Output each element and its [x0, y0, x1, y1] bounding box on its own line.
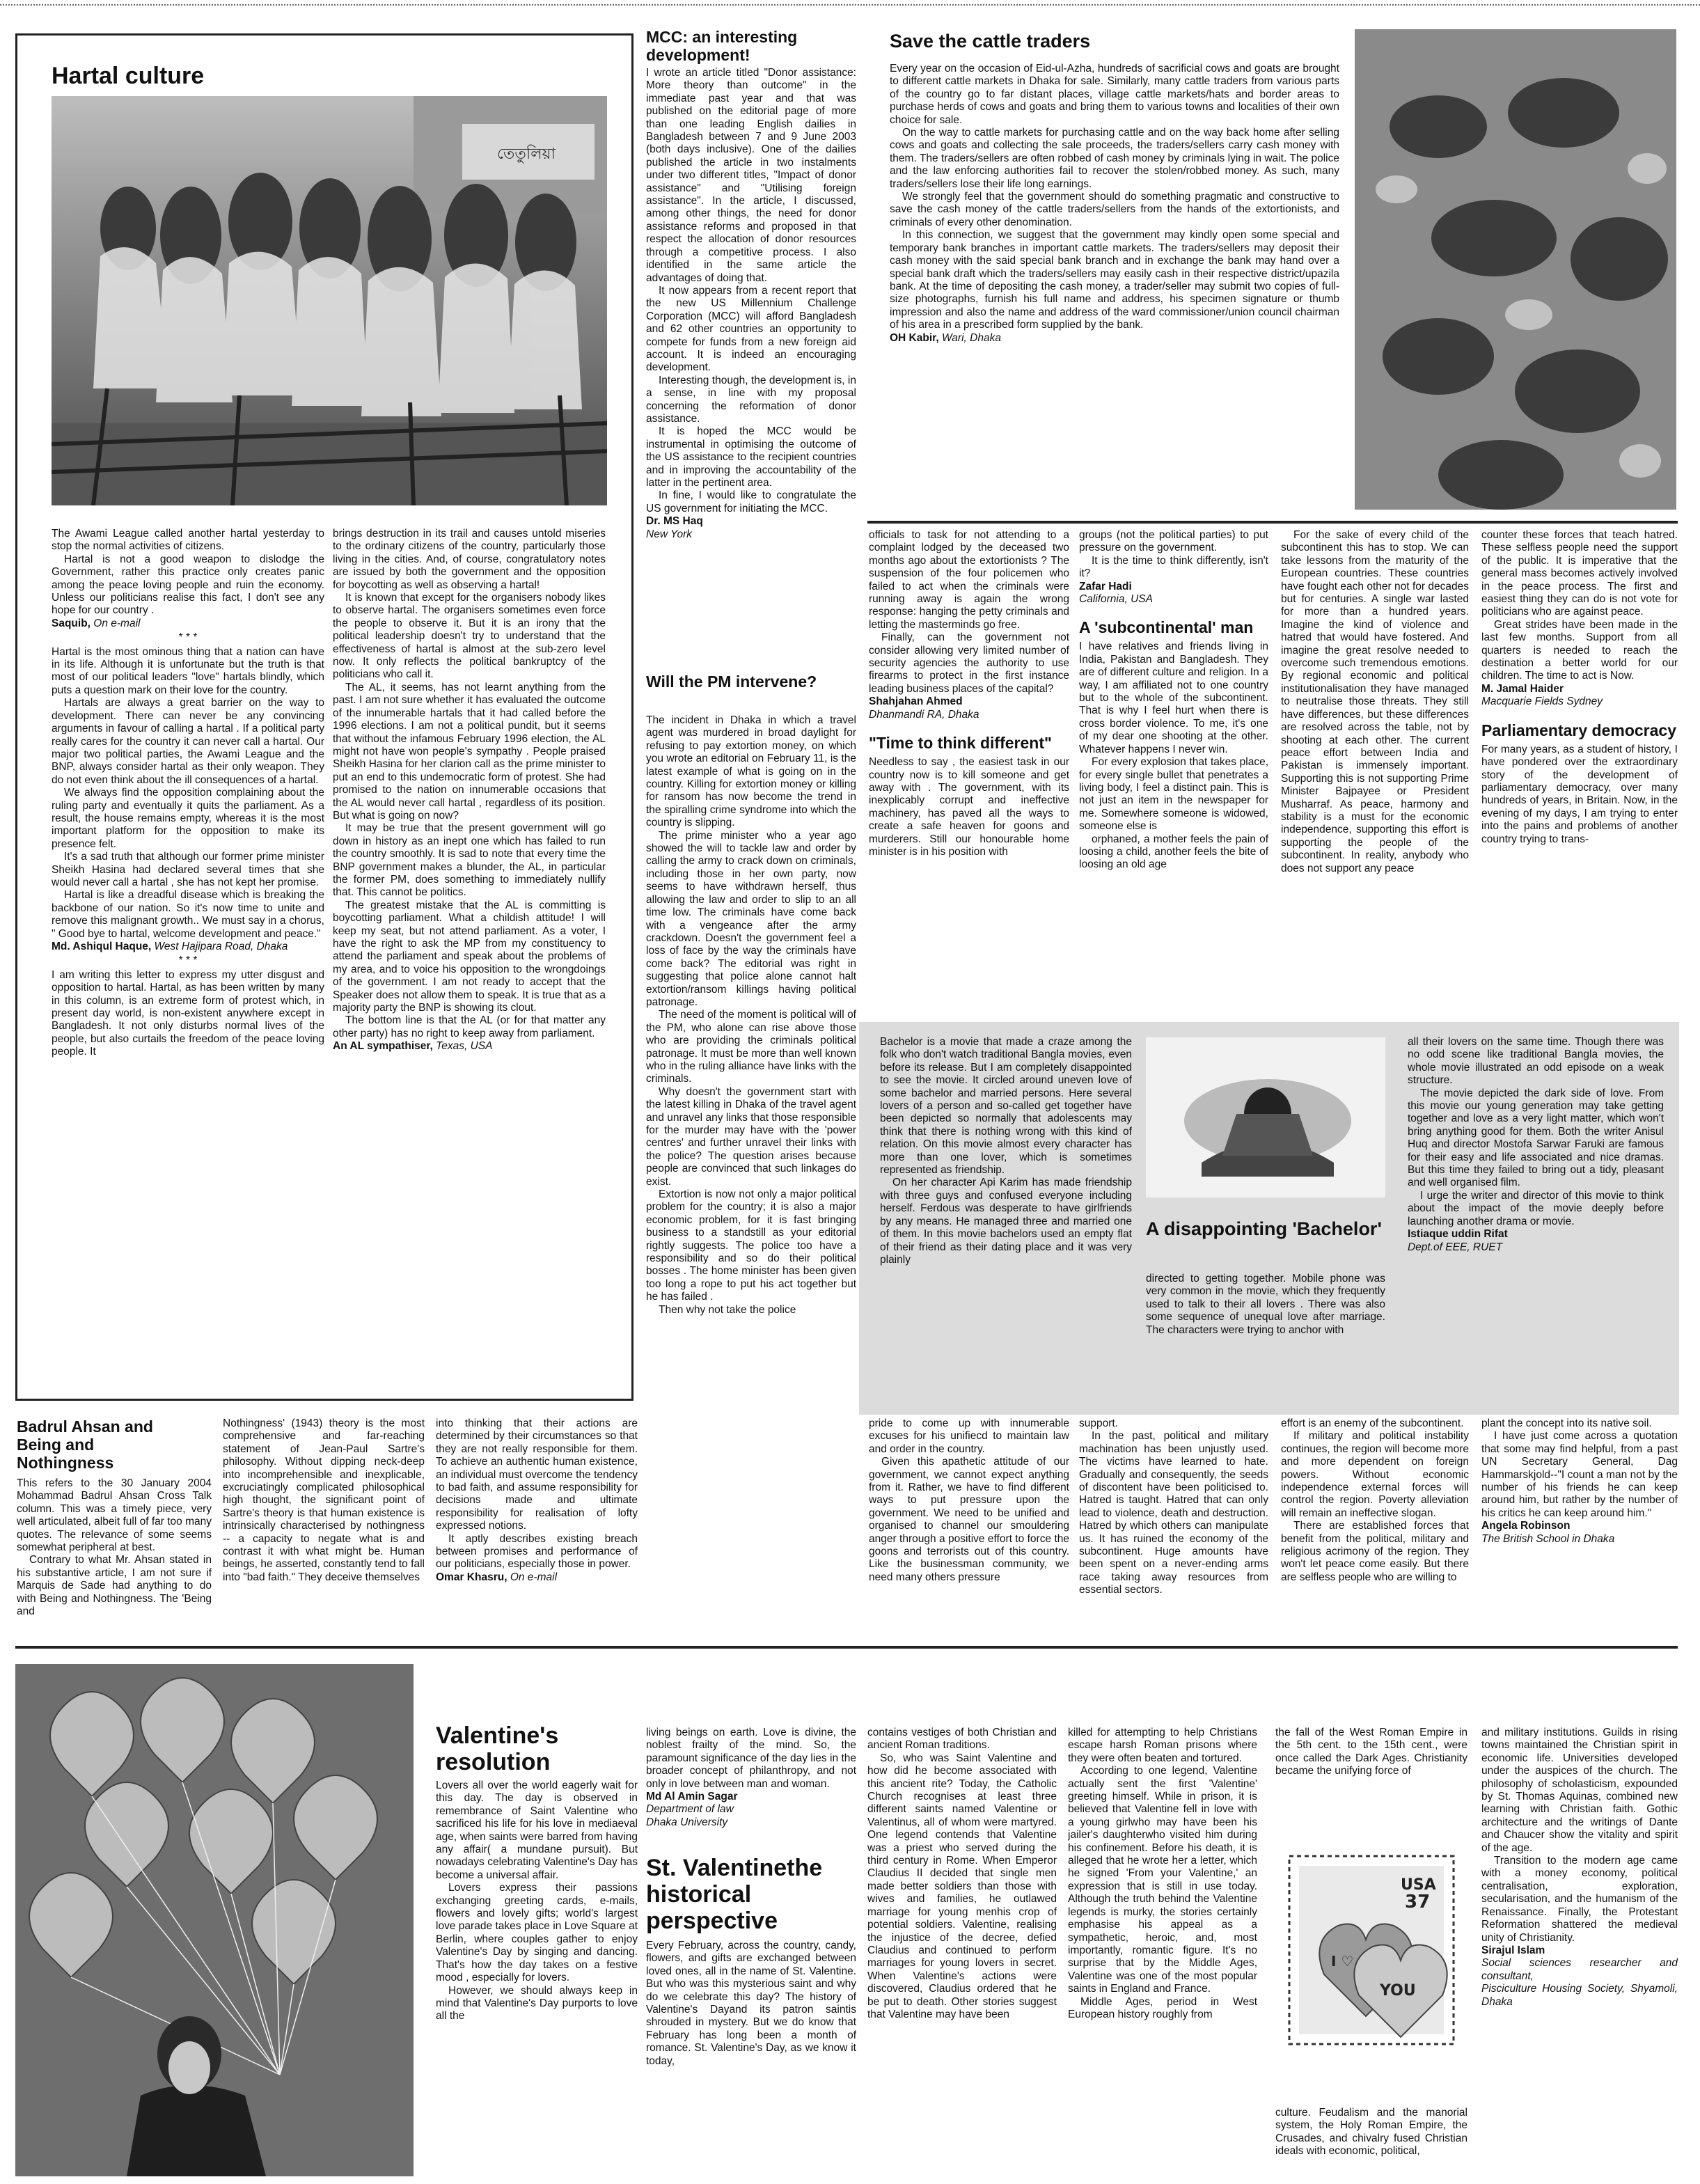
badrul-para: Nothingness' (1943) theory is the most comprehensive and far-reaching statement of Jean-Paul Sartre's philosophy. Without dipping neck-deep into incomprehensible and inexplicable, excruciatingly complicated philosophical high thought, the significant point of Sartre's theory is that human existence is intrinsically characterised by nothingness -- a capacity to negate what is and contrast it with what might be. Human beings, he asserted, constantly tend to fall into "bad faith." They deceive themselves: [223, 1417, 425, 1583]
stv-para: the fall of the West Roman Empire in the 5th cent. to the 15th cent., were once called the Dark Ages. Christianity became the unifying force of: [1275, 1727, 1467, 1777]
parliamentary-title: Parliamentary democracy: [1481, 721, 1676, 739]
valentine-signature-place: Dhaka University: [646, 1816, 728, 1828]
time-to-think-title: "Time to think different": [869, 734, 1052, 753]
bachelor-para: On her character Api Karim has made friendship with three guys and confused everyone including herself. Ferdous was desperate to have girlfriends by any means. He managed three and married one of them. In this movie bachelors used an empty flat of their friend as their dating place and it was very plainly: [880, 1177, 1132, 1266]
hartal-para: Hartal is the most ominous thing that a nation can have in its life. Although it is unfortunate but the truth is that most of our political leaders "love" hartals blindly, which puts a question mark on their love for the country.: [52, 645, 324, 696]
hartal-signature-2: Md. Ashiqul Haque, West Hajipara Road, Dhaka: [52, 941, 288, 952]
badrul-signature: Omar Khasru, On e-mail: [436, 1571, 558, 1583]
subcont-para: counter these forces that teach hatred. These selfless people need the support of the public. It is imperative that the general mass becomes actively involved in the peace process. The first and easiest thing they can do is not vote for politicians who are against peace.: [1481, 529, 1678, 618]
valentine-signature-place: Department of law: [646, 1803, 734, 1816]
hartal-para: The Awami League called another hartal yesterday to stop the normal activities of citizens.: [52, 528, 324, 553]
pm-body: [646, 714, 856, 1640]
hartal-para: It may be true that the present government will go down in history as an inept one which has failed to run the country smoothly. It is sad to note that every time the BNP government makes a blunder, the AL, in particular the former PM, does something to immediately nullify that. This cannot be politics.: [333, 822, 606, 899]
stv-col5: [1481, 1727, 1678, 2176]
cattle-signature: OH Kabir, Wari, Dhaka: [890, 331, 1001, 344]
cattle-para: On the way to cattle markets for purchasing cattle and on the way back home after selling cows and goats and collecting the sale proceeds, the traders/sellers carry cash money with them. The traders/sellers are often robbed of cash money by criminals lying in wait. The police and the law enforcing authorities fail to recover the stolen/robbed money. As such, many traders/sellers lose their life long earnings.: [890, 127, 1339, 190]
pm-para: Extortion is now not only a major political problem for the country; it is also a major economic problem, for it is fast bringing business to a standstill as your editorial rightly suggests. The police too have a responsibility and so do their political bosses . The home minister has been given too long a rope to put his act together but he has failed .: [646, 1188, 856, 1303]
hartal-photo-sign: তেতুলিয়া: [497, 146, 556, 163]
valentine-para: Lovers express their passions exchanging greeting cards, e-mails, flowers and lovely gifts; world's largest love parade takes place in Love Square at Berlin, where couples gather to enjoy Valentine's Day by singing and dancing. That's how the day takes on a festive mood , especially for lovers.: [436, 1882, 638, 1984]
hartal-col1: [52, 528, 324, 1391]
cattle-para: In this connection, we suggest that the government may kindly open some special and temporary bank branches in important cattle markets. The traders/sellers may deposit their cash money with the said special bank branch and in exchange the bank may hand over a special bank draft which the traders/sellers may easily cash in their respective district/upazila bank. At the time of depositing the cash money, a trader/seller may submit two copies of full-size photographs, furnish his full name and address, his specimen signature or thumb impression and also the name and address of the ward commissioner/union council chairman of his area in a prescribed form supplied by the bank.: [890, 229, 1339, 331]
police-cont-para: officials to task for not attending to a complaint lodged by the deceased two months ago about the extortionists ? The suspension of the four policemen who failed to act when the criminals were running away is again the wrong response: hanging the petty criminals and letting the masterminds go free.: [869, 529, 1069, 631]
badrul-para: Contrary to what Mr. Ahsan stated in his substantive article, I am not sure if Marquis de Sade had anything to do with Being and Nothingness. The 'Being and: [17, 1554, 212, 1618]
separator-stars: * * *: [178, 631, 198, 644]
police-end-col: [869, 1417, 1069, 1634]
stv-col2: [867, 1727, 1057, 2176]
stv-col1: [646, 1940, 856, 2176]
mcc-signature-place: New York: [646, 528, 693, 540]
stv-col4a: [1275, 1727, 1467, 1803]
pm-para: The need of the moment is political will of the PM, who alone can rise above those who are providing the criminals political patronage. It must be more than well known who in the ruling alliance have links with the criminals.: [646, 1009, 856, 1085]
mcc-signature: Dr. MS Haq: [646, 515, 703, 528]
stv-signature-place: Social sciences researcher and consultant,: [1481, 1957, 1678, 1982]
valentine-resolution-title: Valentine's resolution: [436, 1722, 559, 1775]
stv-col4b: [1275, 2107, 1467, 2176]
subcont-end-col1: [1079, 1417, 1268, 1634]
pm-para: Then why not take the police: [659, 1303, 796, 1316]
hartal-para: Hartal is not a good weapon to dislodge the Government, rather this practice only creates panic among the peace loving people and ruin the economy. Unless our politicians realise this fact, I don't see any hope for our country .: [52, 553, 324, 617]
parl-end-para: plant the concept into its native soil.: [1481, 1417, 1652, 1429]
stv-para: Every February, across the country, candy, flowers, and gifts are exchanged between loved ones, all in the name of St. Valentine. But who was this mysterious saint and why do we celebrate this day? The history of Valentine's Dayand its patron saintis shrouded in mystery. But we do know that February has long been a month of romance. St. Valentine's Day, as we know it today,: [646, 1940, 856, 2067]
valentine-signature: Md Al Amin Sagar: [646, 1791, 738, 1803]
stamp-value: 37: [1405, 1892, 1431, 1912]
parl-para: For many years, as a student of history, I have pondered over the extraordinary story of the development of parliamentary democracy, over many hundreds of years, in Britain. Now, in the evening of my days, I am trying to enter into the pains and problems of another country trying to trans-: [1481, 743, 1678, 845]
stv-para: Transition to the modern age came with a money economy, political centralisation, exploration, secularisation, and the humanism of the Renaissance. Finally, the Protestant Reformation shattered the medieval unity of Christianity.: [1481, 1855, 1678, 1944]
mcc-title: MCC: an interesting development!: [646, 28, 798, 64]
police-cont-para: Finally, can the government not consider allowing very limited number of security agencies the authority to use firearms to protect in the first instance leading business places of the capital?: [869, 631, 1069, 695]
bachelor-photo: [1146, 1037, 1385, 1197]
pm-para: Why doesn't the government start with the latest killing in Dhaka of the travel agent and unravel any links that those responsible for the murder may have with the 'power centres' and further unravel their links with the police? The question arises because people are convinced that such linkages do exist.: [646, 1085, 856, 1188]
badrul-para: This refers to the 30 January 2004 Mohammad Badrul Ahsan Cross Talk column. This was a timely piece, very well articulated, albeit full of far too many quotes. The relevance of some seems somewhat peripheral at best.: [17, 1477, 212, 1554]
bachelor-para: Bachelor is a movie that made a craze among the folk who don't watch traditional Bangla movies, even before its release. But I am completely disappointed to see the movie. It circled around uneven love of some bachelor and married persons. Here several lovers of a person and so-called get together have been depicted so normally that adolescents may think that there is nothing wrong with this kind of relation. On this movie almost every character has more than one lover, which is sometimes represented as friendship.: [880, 1036, 1132, 1177]
hartal-para: Hartal is like a dreadful disease which is breaking the backbone of our nation. So it's now time to unite and remove this malignant growth.. We must say in a chorus, " Good bye to hartal, welcome development and peace.": [52, 889, 324, 940]
cattle-title: Save the cattle traders: [890, 31, 1091, 52]
mcc-para: In fine, I would like to congratulate the US government for initiating the MCC.: [646, 489, 856, 514]
bachelor-col1: [880, 1036, 1132, 1404]
parl-end-col: [1481, 1417, 1678, 1634]
bachelor-para: directed to getting together. Mobile phone was very common in the movie, which they frequently used to talk to their all lovers . There was also some sequence of unequal love after marriage. The characters were trying to anchor with: [1146, 1273, 1385, 1336]
hartal-para: It's a sad truth that although our former prime minister Sheikh Hasina had declared several times that she would never call a hartal , she has not kept her promise.: [52, 851, 324, 888]
stamp-heart-text: I ♡: [1331, 1953, 1354, 1970]
stamp-heart-text: YOU: [1380, 1982, 1416, 2000]
subcont-signature-place: Macquarie Fields Sydney: [1481, 696, 1603, 708]
subcont-end-para: support.: [1079, 1417, 1119, 1429]
badrul-para: It aptly describes existing breach between promises and performance of our politicians, especially those in power.: [436, 1532, 638, 1571]
section-rule: [867, 521, 1678, 524]
valentine-col1: [436, 1780, 638, 2176]
mcc-para: I wrote an article titled "Donor assistance: More theory than outcome" in the immediate past year and that was published on the editorial page of more than one leading English dailies in Bangladesh between 7 and 9 June 2003 (both days inclusive). One of the dailies published the article in two instalments under two different titles, "Impact of donor assistance" and "Utilising foreign assistance". In the article, I discussed, among other things, the need for donor assistance reforms and proposed in that respect the allocation of donor resources through a competitive process. I also identified in the same article the advantages of doing that.: [646, 67, 856, 284]
cattle-body: [890, 63, 1339, 508]
badrul-para: into thinking that their actions are determined by their circumstances so that they are not really responsible for them. To achieve an authentic human existence, an individual must overcome the tendency to bad faith, and assume responsibility for decisions made and ultimate responsibility for realisation of lofty expressed notions.: [436, 1417, 638, 1532]
bachelor-title: A disappointing 'Bachelor': [1146, 1218, 1382, 1239]
subcont-col3: [1481, 529, 1678, 1015]
balloon-photo: [15, 1664, 414, 2176]
subcont-signature: M. Jamal Haider: [1481, 682, 1564, 695]
subcont-para: For the sake of every child of the subcontinent this has to stop. We can take lessons from the maturity of the European countries. These countries have fought each other not for decades but for centuries. A single war lasted for more than a hundred years. Imagine the kind of violence and hatred that would have fostered. And imagine the great resolve needed to overcome such tremendous emotions. By regional economic and political institutionalisation they have managed to neutralise those threats. They still have differences, but these differences are resolved across the table, not by shooting at each other. The current peace effort between India and Pakistan is immensely important. Supporting this is not supporting Prime Minister Bajpayee or President Musharraf. As peace, harmony and stability is a must for the economic independence, supporting this effort is supporting the people of the subcontinent. In reality, anybody who does not support any peace: [1281, 529, 1469, 874]
hartal-signature-3: An AL sympathiser, Texas, USA: [333, 1040, 493, 1053]
stv-para: Middle Ages, period in West European history roughly from: [1068, 1995, 1257, 2020]
stv-signature: Sirajul Islam: [1481, 1944, 1545, 1956]
valentine-para: Lovers all over the world eagerly wait for this day. The day is observed in remembrance of Saint Valentine who sacrificed his life for his love in mediaeval age, when saints were barred from having any affair( a mundane pursuit). But nowadays celebrating Valentine's Day has become a universal affair.: [436, 1780, 638, 1881]
police-cont-signature: Zafar Hadi: [1079, 580, 1132, 592]
time-to-think-para: Needless to say , the easiest task in our country now is to kill someone and get away with . The government, with its inexplicably corrupt and ineffective machinery, has paved all the ways to create a safe heaven for goons and murderers. Still our honourable home minister is in his position with: [869, 756, 1069, 858]
stv-para: killed for attempting to help Christians escape harsh Roman prisons where they were often beaten and tortured.: [1068, 1727, 1257, 1764]
hartal-para: The bottom line is that the AL (or for that matter any other party) has no right to keep away from parliament.: [333, 1014, 606, 1039]
valentine-para: living beings on earth. Love is divine, the noblest frailty of the mind. So, the paramount significance of the day lies in the broader concept of philanthropy, and not only in love between man and woman.: [646, 1727, 856, 1790]
subcont-para: orphaned, a mother feels the pain of loosing a child, another feels the bite of loosing an old age: [1079, 833, 1268, 871]
pm-para: The prime minister who a year ago showed the will to tackle law and order by calling the army to crack down on criminals, including those in her own party, now seems to have withdrawn herself, thus allowing the law and order to slip to an all time low. The criminals have come back with a vengeance after the army crackdown. Doesn't the government feel a loss of face by the way the criminals have come back? The editorial was right in suggesting that police alone cannot halt extortion/ransom killings having political patronage.: [646, 829, 856, 1008]
police-cont-signature: Shahjahan Ahmed: [869, 696, 963, 708]
police-cont-signature-place: California, USA: [1079, 593, 1153, 606]
subcont-end-para: In the past, political and military machination has been unjustly used. The victims have learned to hate. Gradually and consequently, the seeds of discontent have been politicised to. Hatred is taught. Hatred that can only lead to violence, death and destruction. Hatred by which others can manipulate us. It has ruined the economy of the subcontinent. Huge amounts have been spent on a never-ending arms race taking away resources from essential sectors.: [1079, 1430, 1268, 1596]
hartal-para: The greatest mistake that the AL is committing is boycotting parliament. What a childish attitude! I will keep my seat, but not attend parliament. As a voter, I have the right to ask the MP from my constituency to attend the parliament and speak about the problems of my area, and to voice his opposition to the wrongdoings of the government. I am not ready to accept that the Speaker does not allow them to speak. It is true that as a majority party the BNP is showing its clout.: [333, 899, 606, 1014]
hartal-para: We always find the opposition complaining about the ruling party and eventually it quits the parliament. As a result, the house remains empty, whereas it is the most important platform for the opposition to make its presence felt.: [52, 787, 324, 850]
police-end-para: Given this apathetic attitude of our government, we cannot expect anything from it. Rather, we have to find different ways to put pressure upon the government. We need to be unified and organised to channel our smouldering anger through a positive effort to force the goons and terrorists out of this country. Like the businessman community, we need many others pressure: [869, 1456, 1069, 1583]
subcontinental-title: A 'subcontinental' man: [1079, 618, 1254, 637]
cattle-para: We strongly feel that the government should do something pragmatic and constructive to save the cash money of the cattle traders/sellers from the hands of the extortionists, and criminals of every other denomination.: [890, 191, 1339, 228]
valentine-col2: [646, 1727, 856, 1848]
badrul-title: Badrul Ahsan and Being and Nothingness: [17, 1417, 153, 1472]
section-rule: [15, 1646, 1678, 1649]
mcc-para: Interesting though, the development is, in a sense, in line with my proposal concerning the reformation of donor assistance.: [646, 374, 856, 425]
stamp-country: USA: [1401, 1876, 1436, 1894]
hartal-col2: [333, 528, 606, 1391]
st-valentine-title: St. Valentinethe historical perspective: [646, 1855, 823, 1934]
bachelor-para: all their lovers on the same time. Though there was no odd scene like traditional Bangla movies, the whole movie illustrated an odd episode on a weak structure.: [1408, 1036, 1664, 1087]
police-cont-col1: [869, 529, 1069, 1015]
subcont-para: Great strides have been made in the last few months. Support from all quarters is needed to reach the destination a better world for our children. The time to act is Now.: [1481, 618, 1678, 682]
stv-para: contains vestiges of both Christian and ancient Roman traditions.: [867, 1727, 1057, 1752]
hartal-photo: [52, 96, 607, 505]
subcont-end-para: effort is an enemy of the subcontinent.: [1281, 1417, 1464, 1429]
usa-stamp: [1275, 1835, 1467, 2065]
cattle-para: Every year on the occasion of Eid-ul-Azha, hundreds of sacrificial cows and goats are brought to different cattle markets in Dhaka for sale. Similarly, many cattle traders from various parts of the country go to far distant places, village cattle markets/hats and border areas to purchase herds of cows and goats and bring them to various towns and localities of their own choice for sale.: [890, 63, 1339, 126]
subcont-end-col2: [1281, 1417, 1469, 1634]
pm-title: Will the PM intervene?: [646, 673, 817, 691]
hartal-para: Hartals are always a great barrier on the way to development. There can never be any convincing arguments in favour of calling a hartal . If a political party really cares for the country it can never call a hartal. Our major two political parties, the Awami League and the BNP, always consider hartal as their only weapon. They do not even think about the ill consequences of a hartal.: [52, 697, 324, 786]
hartal-title: Hartal culture: [52, 63, 205, 89]
bachelor-signature: Istiaque uddin Rifat: [1408, 1228, 1508, 1241]
parl-end-signature-place: The British School in Dhaka: [1481, 1532, 1615, 1545]
hartal-signature-1: Saquib, On e-mail: [52, 617, 141, 629]
hartal-para: The AL, it seems, has not learnt anything from the past. I am not sure whether it has evaluated the outcome of the innumerable hartals that it had called before the 1996 elections. I am not a political pundit, but it seems that without the infamous February 1996 election, the AL might not have won people's sympathy . People praised Sheikh Hasina for her clarion call as the prime minister to put an end to this undemocratic form of protest. She had promised to the nation on innumerable occasions that the AL would never call hartal , regardless of its position. But what is going on now?: [333, 681, 606, 822]
stv-signature-place: Pisciculture Housing Society, Shyamoli, Dhaka: [1481, 1983, 1678, 2008]
valentine-para: However, we should always keep in mind that Valentine's Day purports to love all the: [436, 1984, 638, 2022]
subcont-para: For every explosion that takes place, for every single bullet that penetrates a living body, I feel a distinct pain. This is not just an item in the newspaper for me. Somewhere someone is widowed, someone else is: [1079, 756, 1268, 833]
parl-end-para: I have just come across a quotation that some may find helpful, from a past UN Secretary General, Dag Hammarskjold--"I count a man not by the number of his friends he can keep around him, but rather by the number of his critics he can keep around him.": [1481, 1430, 1678, 1519]
bachelor-signature-place: Dept.of EEE, RUET: [1408, 1241, 1503, 1253]
pm-para: The incident in Dhaka in which a travel agent was murdered in broad daylight for refusing to pay extortion money, on which you wrote an editorial on February 11, is the latest example of what is going on in the country. Killing for extortion money or killing for ransom has now become the trend in the spiralling crime syndrome into which the country is slipping.: [646, 714, 856, 829]
hartal-para: I am writing this letter to express my utter disgust and opposition to hartal. Hartal, as has been written by many in this column, is an extreme form of protest which, in present day world, is non-existent anywhere except in Bangladesh. It not only disturbs normal lives of the people, but also curtails the freedom of the peace loving people. It: [52, 968, 324, 1058]
bachelor-para: I urge the writer and director of this movie to think about the impact of the movie deeply before launching another drama or movie.: [1408, 1189, 1664, 1227]
top-dotted-rule: [0, 4, 1700, 6]
stv-para: and military institutions. Guilds in rising towns maintained the Christian spirit in economic life. Universities developed under the auspices of the church. The philosophy of scholasticism, expounded by St. Thomas Aquinas, combined new learning with Christian faith. Gothic architecture and the writings of Dante and Chaucer show the vitality and spirit of the age.: [1481, 1727, 1678, 1854]
subcont-col2: [1281, 529, 1469, 1015]
badrul-col3: [436, 1417, 638, 1634]
bachelor-col3: [1408, 1036, 1664, 1404]
badrul-col2: [223, 1417, 425, 1634]
stv-para: According to one legend, Valentine actually sent the first 'Valentine' greeting himself. While in prison, it is believed that Valentine fell in love with a young girlwho may have been his jailer's daughterwho visited him during his confinement. Before his death, it is alleged that he wrote her a letter, which he signed 'From your Valentine,' an expression that is still in use today. Although the truth behind the Valentine legends is murky, the stories certainly emphasise his appeal as a sympathetic, heroic, and, most importantly, romantic figure. It's no surprise that by the Middle Ages, Valentine was one of the most popular saints in England and France.: [1068, 1765, 1257, 1995]
stv-col3: [1068, 1727, 1257, 2176]
hartal-para: brings destruction in its trail and causes untold miseries to the ordinary citizens of the country, particularly those living in the cities. And, of course, congratulatory notes are issued by both the government and the opposition for boycotting as well as observing a hartal!: [333, 528, 606, 591]
parl-end-signature: Angela Robinson: [1481, 1520, 1571, 1532]
police-cont-para: It is the time to think differently, isn't it?: [1079, 554, 1268, 580]
cattle-photo: [1355, 29, 1676, 510]
police-cont-col2: [1079, 529, 1268, 1015]
badrul-col1: [17, 1477, 212, 1634]
subcont-end-para: There are established forces that benefit from the political, military and religious acrimony of the region. They won't let peace come easily. But there are selfless people who are willing to: [1281, 1520, 1469, 1583]
stv-para: So, who was Saint Valentine and how did he become associated with this ancient rite? Today, the Catholic Church recognises at least three different saints named Valentine or Valentinus, all of whom were martyred. One legend contends that Valentine was a priest who served during the third century in Rome. When Emperor Claudius II decided that single men made better soldiers than those with wives and families, he outlawed marriage for young menhis crop of potential soldiers. Valentine, realising the injustice of the decree, defied Claudius and continued to perform marriages for young lovers in secret. When Valentine's actions were discovered, Claudius ordered that he be put to death. Other stories suggest that Valentine may have been: [867, 1752, 1057, 2020]
separator-stars: * * *: [178, 954, 198, 967]
police-end-para: pride to come up with innumerable excuses for his unifiecd to maintain law and order in the country.: [869, 1417, 1069, 1455]
subcont-para: I have relatives and friends living in India, Pakistan and Bangladesh. They are of different culture and religion. In a way, I am affiliated not to one country but to the whole of the subcontinent. That is why I feel hurt when there is cross border violence. To me, it's one of my dear one shooting at the other. Whatever happens I never win.: [1079, 641, 1268, 755]
bachelor-para: The movie depicted the dark side of love. From this movie our young generation may take getting together and love as a very light matter, which won't bring anything good for them. Both the writer Anisul Huq and director Mostofa Sarwar Faruki are famous for their easy and life associated and nice dramas. But this time they failed to bring out a tidy, pleasant and well organised film.: [1408, 1087, 1664, 1189]
police-cont-para: groups (not the political parties) to put pressure on the government.: [1079, 529, 1268, 554]
mcc-para: It now appears from a recent report that the new US Millennium Challenge Corporation (MCC) will afford Bangladesh and 62 other countries an opportunity to compete for funds from a new foreign aid account. It is indeed an encouraging development.: [646, 284, 856, 374]
mcc-body: [646, 67, 856, 666]
stv-para: culture. Feudalism and the manorial system, the Holy Roman Empire, the Crusades, and chivalry fused Christian ideals with economic, political,: [1275, 2107, 1467, 2158]
mcc-para: It is hoped the MCC would be instrumental in optimising the outcome of the US assistance to the recipient countries and in improving the accountability of the latter in the pertinent area.: [646, 425, 856, 489]
hartal-para: It is known that except for the organisers nobody likes to observe hartal. The organisers sometimes even force the people to observe it. But it is an irony that the political leadership doesn't try to understand that the effectiveness of hartal is almost at the sub-zero level now. It only reflects the political bankruptcy of the politicians who call it.: [333, 592, 606, 681]
police-cont-signature-place: Dhanmandi RA, Dhaka: [869, 708, 979, 721]
bachelor-col2: [1146, 1273, 1385, 1404]
subcont-end-para: If military and political instability continues, the region will become more and more dependent on foreign powers. Without economic independence external forces will control the region. Poverty alleviation will remain an ineffective slogan.: [1281, 1430, 1469, 1519]
